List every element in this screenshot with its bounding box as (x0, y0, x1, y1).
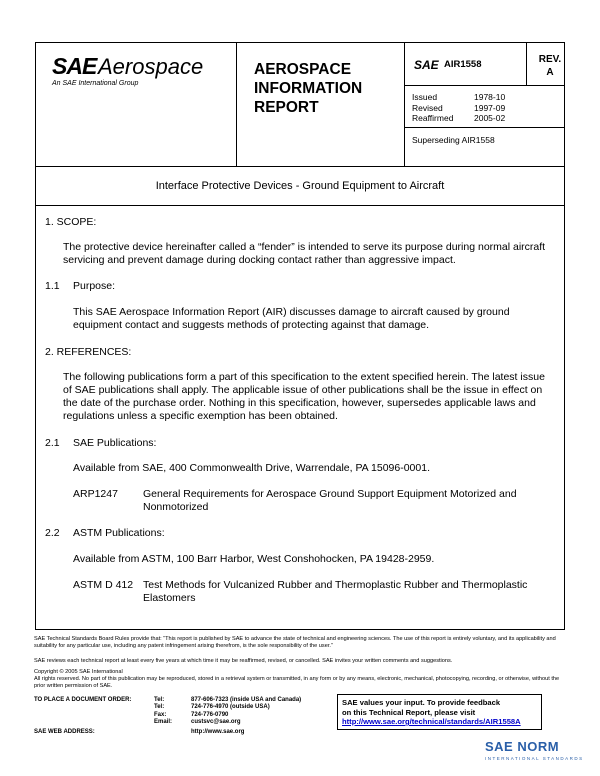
feedback-line-2: on this Technical Report, please visit (342, 707, 476, 717)
logo-subtitle: An SAE International Group (52, 80, 139, 87)
copyright: Copyright © 2005 SAE International (34, 669, 123, 675)
date-row: Issued 1978-10 (412, 92, 506, 102)
review-note: SAE reviews each technical report at least every five years at which time it may be reaffirmed, revised, or cancelled. SAE invites your written comments and suggestions. (34, 658, 453, 664)
section-1-heading: 1. SCOPE: (45, 216, 97, 228)
reference-id: ARP1247 (73, 488, 118, 500)
rights-note: All rights reserved. No part of this publication may be reproduced, stored in a retrieval system or transmitted, in any form or by any means, electronic, mechanical, photocopying, recording, or otherwise, without the prior written permission of SAE. (34, 676, 560, 689)
email-value[interactable]: custsvc@sae.org (191, 718, 241, 725)
document-number: AIR1558 (444, 59, 482, 70)
superseding-note: Superseding AIR1558 (412, 135, 495, 145)
section-1-1-text: This SAE Aerospace Information Report (AIR) discusses damage to aircraft caused by ground equipment contact and suggests methods of protecting against that damage. (73, 306, 510, 331)
board-rules-note: SAE Technical Standards Board Rules provide that: “This report is published by SAE to advance the state of technical and engineering sciences. The use of this report is entirely voluntary, and its applicability and suitability for any particular use, including any patent infringement arising therefrom, is the sole responsibility of the user.” (34, 636, 556, 649)
section-2-2-number: 2.2 (45, 527, 60, 539)
title-line-2: INFORMATION (254, 80, 363, 97)
sae-norm-logo: SAE NORM (485, 739, 560, 754)
rev-value: A (546, 67, 554, 78)
aerospace-logo-text: Aerospace (98, 54, 204, 79)
report-title (254, 60, 404, 117)
section-2-heading: 2. REFERENCES: (45, 346, 132, 358)
divider (526, 43, 527, 85)
tel-value: 724-776-4970 (outside USA) (191, 704, 270, 711)
section-2-text: The following publications form a part of this specification to the extent specified herein. The latest issue of SAE publications shall apply. The applicable issue of other publications shall be the issue in effect on the date of the purchase order. Nothing in this specification, however, supersedes applicable laws and regulations unless a specific exemption has been obtained. (63, 371, 545, 422)
report-subject: Interface Protective Devices - Ground Equipment to Aircraft (36, 167, 564, 206)
section-2-1-heading: SAE Publications: (73, 437, 157, 449)
sae-logo: SAE (52, 53, 97, 79)
title-line-1: AEROSPACE (254, 61, 352, 78)
divider (404, 43, 405, 166)
feedback-box (337, 694, 542, 730)
fax-key: Fax: (154, 711, 167, 718)
date-row: Reaffirmed 2005-02 (412, 113, 506, 123)
document-frame (35, 42, 565, 630)
section-2-1-availability: Available from SAE, 400 Commonwealth Drive, Warrendale, PA 15096-0001. (73, 462, 430, 474)
section-2-1-number: 2.1 (45, 437, 60, 449)
web-label: SAE WEB ADDRESS: (34, 729, 95, 735)
feedback-line-1: SAE values your input. To provide feedback (342, 698, 501, 707)
divider (404, 127, 564, 128)
section-2-2-availability: Available from ASTM, 100 Barr Harbor, West Conshohocken, PA 19428-2959. (73, 553, 435, 565)
revision-box (536, 53, 564, 79)
divider (236, 43, 237, 166)
tel-value: 877-606-7323 (inside USA and Canada) (191, 697, 302, 703)
tel-key: Tel: (154, 704, 165, 711)
section-2-2-heading: ASTM Publications: (73, 527, 165, 539)
email-key: Email: (154, 718, 173, 725)
divider (404, 85, 564, 86)
date-table (412, 92, 505, 124)
reference-title: Test Methods for Vulcanized Rubber and Thermoplastic Rubber and Thermoplastic Elastomers (143, 579, 528, 604)
fax-value: 724-776-0790 (191, 711, 229, 718)
section-1-text: The protective device hereinafter called a “fender” is intended to serve its purpose during normal aircraft servicing and prevent damage during docking contact rather than aggressive impact. (63, 241, 546, 266)
reference-id: ASTM D 412 (73, 579, 134, 591)
date-row: Revised 1997-09 (412, 102, 506, 113)
reference-title: General Requirements for Aerospace Ground Support Equipment Motorized and Nonmotorized (143, 488, 517, 513)
order-label: TO PLACE A DOCUMENT ORDER: (34, 697, 132, 703)
feedback-link[interactable]: http://www.sae.org/technical/standards/AIR1558A (342, 717, 521, 726)
tel-key: Tel: (154, 697, 165, 703)
section-1-1-number: 1.1 (45, 280, 60, 292)
sae-mark: SAE (414, 58, 439, 72)
title-line-3: REPORT (254, 99, 319, 116)
sae-norm-subtitle: INTERNATIONAL STANDARDS (485, 756, 584, 761)
rev-label: REV. (538, 54, 562, 65)
header-block (36, 43, 564, 167)
section-1-1-heading: Purpose: (73, 280, 116, 292)
web-address-link[interactable]: http://www.sae.org (191, 729, 245, 735)
